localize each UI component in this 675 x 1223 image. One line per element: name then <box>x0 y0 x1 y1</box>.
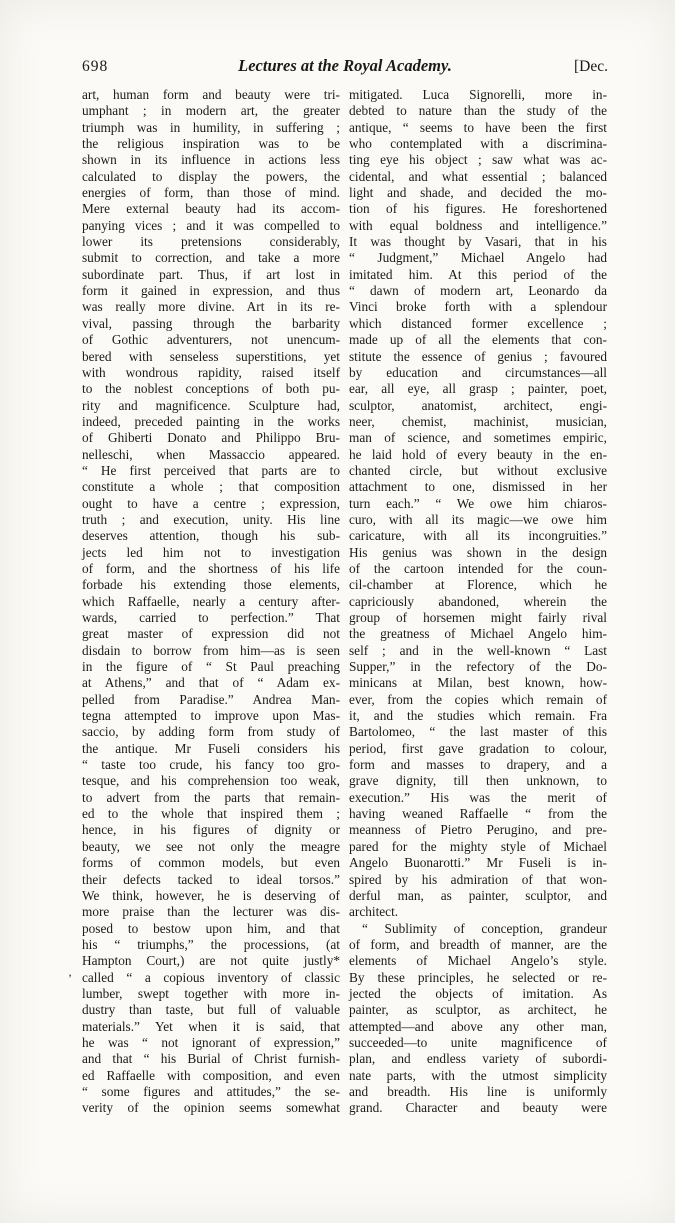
text-line: and that “ his Burial of Christ furnish- <box>82 1051 340 1067</box>
text-line: capriciously abandoned, wherein the <box>349 593 607 609</box>
text-line: who contemplated with a discrimina- <box>349 136 607 152</box>
text-line: forms of common models, but even <box>82 855 340 871</box>
text-line: umphant ; in modern art, the greater <box>82 103 340 119</box>
text-line: truth ; and execution, unity. His line <box>82 511 340 527</box>
text-line: which Raffaelle, nearly a century after- <box>82 593 340 609</box>
text-line: caricature, with all its incongruities.” <box>349 528 607 544</box>
text-line: saccio, by adding form from study of <box>82 724 340 740</box>
text-line: form it gained in expression, and thus <box>82 283 340 299</box>
text-line: with wondrous rapidity, raised itself <box>82 364 340 380</box>
text-line: form and masses to drapery, and a <box>349 757 607 773</box>
text-line: hence, in his figures of dignity or <box>82 822 340 838</box>
text-line: attempted—and above any other man, <box>349 1018 607 1034</box>
text-line: to the noblest conceptions of both pu- <box>82 381 340 397</box>
text-line: deserves attention, though his sub- <box>82 528 340 544</box>
text-line: disdain to borrow from him—as is seen <box>82 642 340 658</box>
text-line: ear, all eye, all grasp ; painter, poet, <box>349 381 607 397</box>
text-line: succeeded—to unite magnificence of <box>349 1034 607 1050</box>
text-line: of form, and breadth of manner, are the <box>349 936 607 952</box>
text-line: posed to bestow upon him, and that <box>82 920 340 936</box>
text-line: calculated to display the powers, the <box>82 168 340 184</box>
text-line: which distanced former excellence ; <box>349 315 607 331</box>
text-line: panying vices ; and it was compelled to <box>82 217 340 233</box>
right-column <box>349 87 607 1117</box>
text-line: curo, with all its magic—we owe him <box>349 511 607 527</box>
text-line: submit to correction, and take a more <box>82 250 340 266</box>
text-line: indeed, preceded painting in the works <box>82 413 340 429</box>
issue-label: [Dec. <box>574 58 608 75</box>
text-line: great master of expression did not <box>82 626 340 642</box>
text-line: dustry than taste, but full of valuable <box>82 1002 340 1018</box>
text-line: Hampton Court,) are not quite justly* <box>82 953 340 969</box>
text-line: turn each.” “ We owe him chiaros- <box>349 495 607 511</box>
margin-mark: ’ <box>68 970 72 985</box>
text-line: beauty, we see not only the meagre <box>82 838 340 854</box>
text-line: energies of form, than those of mind. <box>82 185 340 201</box>
text-line: Supper,” in the refectory of the Do- <box>349 659 607 675</box>
text-line: group of horsemen might fairly rival <box>349 610 607 625</box>
left-column <box>68 87 340 1117</box>
text-line: Mere external beauty had its accom- <box>82 201 340 217</box>
page-number: 698 <box>82 58 109 75</box>
text-line: self ; and in the well-known “ Last <box>349 642 607 658</box>
text-line: attachment to one, dismissed in her <box>349 479 607 495</box>
text-line: “ taste too crude, his fancy too gro- <box>82 757 340 773</box>
text-line: Bartolomeo, “ the last master of this <box>349 724 607 740</box>
text-line: lumber, swept together with more in- <box>82 985 340 1001</box>
text-line: “ Sublimity of conception, grandeur <box>362 920 607 936</box>
text-line: stitute the essence of genius ; favoured <box>349 348 607 364</box>
text-line: ting eye his object ; saw what was ac- <box>349 152 607 168</box>
text-line: pelled from Paradise.” Andrea Man- <box>82 691 340 707</box>
text-line: was really more divine. Art in its re- <box>82 299 340 315</box>
text-line: of Ghiberti Donato and Philippo Bru- <box>82 430 340 446</box>
text-line: his “ triumphs,” the processions, (at <box>82 936 340 952</box>
text-line: sculptor, anatomist, architect, engi- <box>349 397 607 413</box>
text-line: materials.” Yet when it is said, that <box>82 1018 340 1034</box>
text-line: in the figure of “ St Paul preaching <box>82 659 340 675</box>
text-line: to advert from the parts that remain- <box>82 789 340 805</box>
text-line: We think, however, he is deserving of <box>82 887 340 903</box>
text-line: imitated him. At this period of the <box>349 266 607 282</box>
text-line: plan, and endless variety of subordi- <box>349 1051 607 1067</box>
text-line: verity of the opinion seems somewhat <box>82 1100 340 1116</box>
text-line: His genius was shown in the design <box>349 544 607 560</box>
text-line: jected the objects of imitation. As <box>349 985 607 1001</box>
text-line: grave dignity, till then unknown, to <box>349 773 607 789</box>
text-line: derful man, as painter, sculptor, and <box>349 887 607 903</box>
running-title: Lectures at the Royal Academy. <box>238 56 452 75</box>
text-line: ed to the whole that inspired them ; <box>82 806 340 822</box>
text-line: nelleschi, when Massaccio appeared. <box>82 446 340 462</box>
text-line: It was thought by Vasari, that in his <box>349 234 607 250</box>
text-line: forbade his extending those elements, <box>82 577 340 593</box>
text-line: period, first gave gradation to colour, <box>349 740 607 756</box>
text-line: he was “ not ignorant of expression,” <box>82 1034 340 1050</box>
text-line: the greatness of Michael Angelo him- <box>349 626 607 642</box>
text-line: of the cartoon intended for the coun- <box>349 560 607 576</box>
text-line: lower its pretensions considerably, <box>82 234 340 250</box>
text-line: By these principles, he selected or re- <box>349 969 607 985</box>
text-line: the religious inspiration was to be <box>82 136 340 152</box>
text-line: light and shade, and decided the mo- <box>349 185 607 201</box>
text-line: more praise than the lecturer was dis- <box>82 904 340 920</box>
text-line: of form, and the shortness of his life <box>82 560 340 576</box>
text-line: antique, “ seems to have been the first <box>349 119 607 135</box>
text-line: and breadth. His line is uniformly <box>349 1083 607 1099</box>
text-line: of Gothic adventurers, not unencum- <box>82 332 340 348</box>
text-columns <box>68 87 607 1117</box>
text-line: their defects tacked to ideal torsos.” <box>82 871 340 887</box>
text-line: chanted circle, but without exclusive <box>349 462 607 478</box>
text-line: debted to nature than the study of the <box>349 103 607 119</box>
text-line: at Athens,” and that of “ Adam ex- <box>82 675 340 691</box>
text-line: having weaned Raffaelle “ from the <box>349 806 607 822</box>
text-line: grand. Character and beauty were <box>349 1100 607 1116</box>
text-line: with equal boldness and intelligence.” <box>349 217 607 233</box>
text-line: “ dawn of modern art, Leonardo da <box>349 283 607 299</box>
text-line: made up of all the elements that con- <box>349 332 607 348</box>
text-line: pared for the mighty style of Michael <box>349 838 607 854</box>
text-line: cil-chamber at Florence, which he <box>349 577 607 593</box>
text-line: elements of Michael Angelo’s style. <box>349 953 607 969</box>
text-line: “ Judgment,” Michael Angelo had <box>349 250 607 266</box>
text-line: tion of his figures. He foreshortened <box>349 201 607 217</box>
text-line: art, human form and beauty were tri- <box>82 87 340 102</box>
text-line: bered with senseless superstitions, yet <box>82 348 340 364</box>
page-header <box>82 56 608 76</box>
text-line: “ some figures and attitudes,” the se- <box>82 1083 340 1099</box>
text-line: it, and the studies which remain. Fra <box>349 708 607 724</box>
text-line: the antique. Mr Fuseli considers his <box>82 740 340 756</box>
text-line: constitute a whole ; that composition <box>82 479 340 495</box>
text-line: ed Raffaelle with composition, and even <box>82 1067 340 1083</box>
text-line: Vinci broke forth with a splendour <box>349 299 607 315</box>
text-line: called “ a copious inventory of classic ’ <box>68 969 340 985</box>
text-line: wards, carried to perfection.” That <box>82 610 340 625</box>
text-line: painter, as sculptor, as architect, he <box>349 1002 607 1018</box>
text-line: ought to have a centre ; expression, <box>82 495 340 511</box>
text-line: tegna attempted to improve upon Mas- <box>82 708 340 724</box>
text-line: subordinate part. Thus, if art lost in <box>82 266 340 282</box>
text-line: neer, chemist, machinist, musician, <box>349 413 607 429</box>
text-line: execution.” His was the merit of <box>349 789 607 805</box>
text-line: man of science, and sometimes empiric, <box>349 430 607 446</box>
text-line: triumph was in humility, in suffering ; <box>82 119 340 135</box>
text-line: jects led him not to investigation <box>82 544 340 560</box>
text-line: he laid hold of every beauty in the en- <box>349 446 607 462</box>
text-line: Angelo Buonarotti.” Mr Fuseli is in- <box>349 855 607 871</box>
text-line: nate parts, with the utmost simplicity <box>349 1067 607 1083</box>
text-line: by education and circumstances—all <box>349 364 607 380</box>
text-line: shown in its influence in actions less <box>82 152 340 168</box>
text-line: mitigated. Luca Signorelli, more in- <box>349 87 607 102</box>
text-line: minicans at Milan, best known, how- <box>349 675 607 691</box>
text-line: rity and magnificence. Sculpture had, <box>82 397 340 413</box>
text-line: vival, passing through the barbarity <box>82 315 340 331</box>
text-line: spired by his admiration of that won- <box>349 871 607 887</box>
text-line: ever, from the copies which remain of <box>349 691 607 707</box>
text-line: cidental, and what essential ; balanced <box>349 168 607 184</box>
text-line: meanness of Pietro Perugino, and pre- <box>349 822 607 838</box>
text-line: tesque, and his comprehension too weak, <box>82 773 340 789</box>
text-line: architect. <box>349 904 399 920</box>
text-line: “ He first perceived that parts are to <box>82 462 340 478</box>
